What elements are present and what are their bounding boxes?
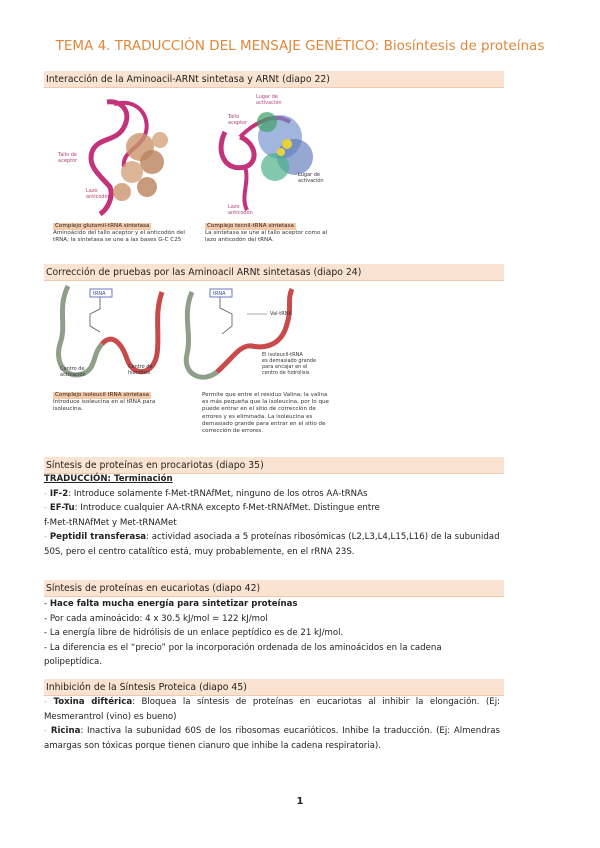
label-tallo-aceptor-right: Tallo aceptor [228,114,248,126]
energia-line: - Hace falta mucha energía para sintetizar proteínas [44,599,298,609]
label-lugar-activacion-top: Lugar de activación [256,94,282,106]
caption-isoleucil [53,392,178,414]
label-val-trna: Val-tRNA [270,311,292,317]
document-title: TEMA 4. TRADUCCIÓN DEL MENSAJE GENÉTICO: Biosíntesis de proteínas [55,38,545,54]
ricina-line: - Ricina: Inactiva la subunidad 60S de los ribosomas eucarióticos. Inhibe la traducción. (Ej: Almendras amargas son tóxicas porque tienen cianuro que inhibe la cadena respiratoria). [44,726,500,751]
toxina-line: - Toxina diftérica: Bloquea la síntesis de proteínas en eucariotas al inhibir la elongación. (Ej: Mesmerantrol (vino) es bueno) [44,697,500,722]
label-lazo-anticodon: Lazo anticodón [86,188,111,200]
aminoacido-line: - Por cada aminoácido: 4 x 30.5 kJ/mol = 122 kJ/mol [44,613,268,624]
label-isoleucil-note: El isoleucil-tRNA es demasiado grande para encajar en el centro de hidrólisis [262,352,317,376]
caption-glutamil-text: Aminoácido del tallo aceptor y el anticodón del tRNA; la sintetasa se une a las bases G-C C25 [53,230,185,244]
traduccion-heading: TRADUCCIÓN: Terminación [44,474,173,484]
if2-line: - IF-2: Introduce solamente f-Met-tRNAfMet, ninguno de los otros AA-tRNAs [44,488,368,499]
caption-isoleucil-title: Complejo isoleucil tRNA sintetasa [55,392,149,398]
label-trna-left: tRNA [93,291,106,297]
section-header-procariotas: Síntesis de proteínas en procariotas (diapo 35) [44,457,504,474]
caption-tecnil [205,223,330,245]
caption-valina: Permite que entre el residuo Valina; la valina es más pequeña que la isoleucina, por lo que puede entrar en el sitio de corrección de errores y es eliminada. La isoleucina es demasiado grande para entrar en el sitio de corrección de errores. [202,392,329,435]
peptidil-line: - Peptidil transferasa: actividad asociada a 5 proteínas ribosómicas (L2,L3,L4,L15,L16) de la subunidad 50S, pero el centro catalítico está, muy probablemente, en el rRNA 23S. [44,532,500,557]
page-number: 1 [296,796,304,807]
caption-tecnil-text: La sintetasa se une al tallo aceptor como al lazo anticodón del tRNA. [205,230,328,244]
section-header-inhibicion: Inhibición de la Síntesis Proteica (diapo 45) [44,679,504,696]
section-header-eucariotas: Síntesis de proteínas en eucariotas (diapo 42) [44,580,504,597]
eftu-line-2: f-Met-tRNAfMet y Met-tRNAMet [44,517,177,528]
label-centro-hidrolisis: Centro de hidrólisis [128,364,153,376]
section-header-aminoacil: Interacción de la Aminoacil-ARNt sintetasa y ARNt (diapo 22) [44,71,504,88]
label-tallo-aceptor: Tallo de aceptor [58,152,78,164]
diferencia-line: - La diferencia es el “precio” por la incorporación ordenada de los aminoácidos en la cadena polipeptídica. [44,642,442,668]
caption-isoleucil-text: Introduce isoleucina en el tRNA para isoleucina. [53,399,156,413]
caption-tecnil-title: Complejo tecnil-tRNA sintetasa [207,223,294,229]
caption-glutamil-title: Complejo glutamil-tRNA sintetasa [55,223,150,229]
section-header-correccion: Corrección de pruebas por las Aminoacil ARNt sintetasas (diapo 24) [44,264,504,281]
trna-synthetase-figure-right [205,92,335,217]
label-lugar-activacion-right: Lugar de activación [298,172,324,184]
eucariotas-body [44,597,500,670]
inhibicion-body [44,695,500,753]
eftu-line: - EF-Tu: Introduce cualquier AA-tRNA excepto f-Met-tRNAfMet. Distingue entre [44,503,380,514]
label-lazo-anticodon-right: Lazo anticodón [228,204,253,216]
procariotas-body [44,472,500,560]
energia-libre-line: - La energía libre de hidrólisis de un enlace peptídico es de 21 kJ/mol. [44,628,344,639]
caption-glutamil [53,223,193,245]
label-trna-right: tRNA [213,291,226,297]
label-centro-activacion: Centro de activación [60,366,86,378]
